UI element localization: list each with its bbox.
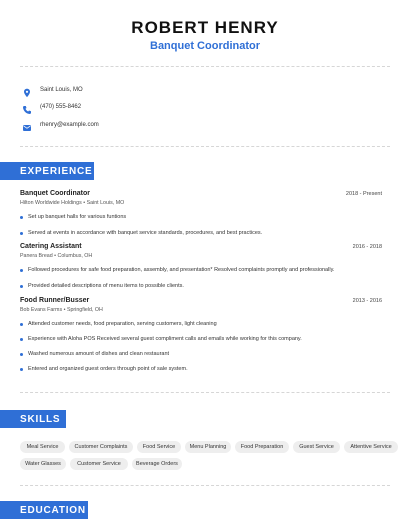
skill-chip: Beverage Orders — [132, 458, 182, 470]
job-location: Springfield, OH — [66, 307, 103, 313]
job-location: Saint Louis, MO — [86, 200, 125, 206]
contact-email — [22, 119, 99, 131]
skill-chip: Food Preparation — [235, 441, 289, 453]
skills-heading: SKILLS — [0, 410, 66, 428]
contact-location — [22, 84, 83, 96]
email-text: rhenry@example.com — [40, 122, 99, 128]
separator: • — [54, 253, 57, 259]
candidate-title: Banquet Coordinator — [150, 40, 260, 52]
job-company: Bob Evans Farms — [20, 307, 63, 313]
candidate-name: ROBERT HENRY — [131, 18, 279, 37]
experience-heading: EXPERIENCE — [0, 162, 94, 180]
job-entry — [20, 297, 382, 372]
job-bullet: Served at events in accordance with banquet service standards, procedures, and best practices. — [20, 230, 262, 236]
job-bullet: Followed procedures for safe food preparation, assembly, and presentation* Resolved complaints promptly and professionally. — [20, 267, 334, 273]
location-text: Saint Louis, MO — [40, 87, 83, 93]
separator: • — [63, 307, 66, 313]
job-employer — [20, 253, 382, 259]
job-entry — [20, 190, 382, 236]
header-divider — [20, 66, 390, 67]
skill-chip: Meal Service — [20, 441, 65, 453]
skill-chip: Customer Service — [70, 458, 128, 470]
education-heading: EDUCATION — [0, 501, 88, 519]
job-bullet: Attended customer needs, food preparation, serving customers, light cleaning — [20, 321, 217, 327]
job-bullet: Experience with Aloha POS Received several guest compliment calls and emails while working for this company. — [20, 336, 302, 342]
skill-chip: Attentive Service — [344, 441, 398, 453]
email-icon — [22, 120, 32, 130]
job-title: Banquet Coordinator — [20, 190, 90, 197]
job-bullet: Washed numerous amount of dishes and clean restaurant — [20, 351, 169, 357]
skill-chip: Water Glasses — [20, 458, 66, 470]
job-employer — [20, 307, 382, 313]
job-dates: 2016 - 2018 — [352, 244, 382, 250]
job-bullet: Set up banquet halls for various funtions — [20, 214, 126, 220]
separator: • — [83, 200, 86, 206]
experience-divider — [20, 392, 390, 393]
job-title: Catering Assistant — [20, 243, 82, 250]
phone-text: (470) 555-8462 — [40, 104, 82, 110]
job-dates: 2013 - 2016 — [352, 298, 382, 304]
job-employer — [20, 200, 382, 206]
skill-chip: Menu Planning — [185, 441, 231, 453]
job-entry — [20, 243, 382, 289]
location-pin-icon — [22, 85, 32, 95]
job-dates: 2018 - Present — [345, 191, 382, 197]
phone-icon — [22, 102, 32, 112]
job-company: Panera Bread — [20, 253, 53, 259]
contact-divider — [20, 146, 390, 147]
job-bullet: Entered and organized guest orders through point of sale system. — [20, 366, 188, 372]
skill-chip: Guest Service — [293, 441, 340, 453]
job-bullet: Provided detailed descriptions of menu items to possible clients. — [20, 283, 184, 289]
job-company: Hilton Worldwide Holdings — [20, 200, 82, 206]
skill-chip: Customer Complaints — [69, 441, 133, 453]
job-title: Food Runner/Busser — [20, 297, 90, 304]
job-location: Columbus, OH — [57, 253, 93, 259]
skill-chip: Food Service — [137, 441, 181, 453]
skills-divider — [20, 485, 390, 486]
contact-phone — [22, 101, 81, 113]
